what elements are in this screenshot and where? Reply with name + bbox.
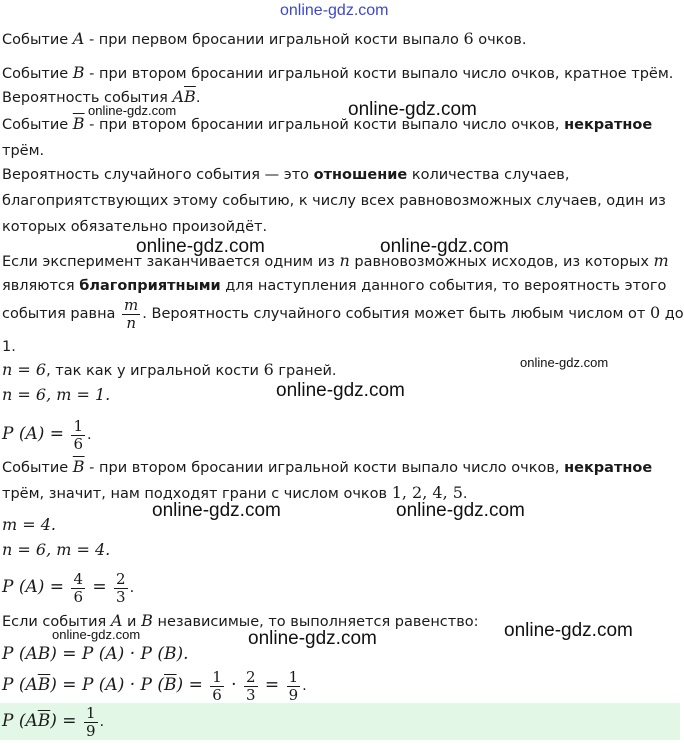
- fraction-1-6: $\frac{1}{6}$: [212, 667, 222, 704]
- watermark-small: online-gdz.com: [88, 103, 177, 118]
- watermark: online-gdz.com: [276, 380, 405, 401]
- watermark-top: online-gdz.com: [280, 2, 389, 19]
- fraction-1-9: $\frac{1}{9}$: [85, 703, 96, 740]
- formula-p-a-1: P (A) = $\frac{1}{6}$ .: [2, 416, 92, 453]
- text-line-7: благоприятствующих этому событию, к числу всех равновозможных случаев, один из: [2, 193, 666, 209]
- watermark: online-gdz.com: [380, 236, 509, 257]
- text-line-17: трём, значит, нам подходят грани с числом очков 1, 2, 4, 5.: [2, 483, 468, 502]
- text-line-11: события равна $\frac{m}{n}$ . Вероятность случайного события может быть любым числом от 0 до: [2, 295, 684, 332]
- text-line-19: n = 6, m = 4.: [2, 540, 111, 559]
- fraction-4-6: $\frac{4}{6}$: [73, 569, 83, 606]
- fraction-2-3: $\frac{2}{3}$: [245, 667, 256, 704]
- fraction-m-over-n: $\frac{m}{n}$: [124, 295, 139, 332]
- text-line-8: которых обязательно произойдёт.: [2, 219, 268, 235]
- text-line-2: Событие B - при втором бросании игральной кости выпало число очков, кратное трём.: [2, 63, 674, 82]
- watermark-small: online-gdz.com: [52, 627, 141, 642]
- watermark: online-gdz.com: [504, 620, 633, 641]
- fraction-2-3: $\frac{2}{3}$: [116, 569, 126, 606]
- watermark: online-gdz.com: [248, 628, 377, 649]
- answer-formula: P $(A\overline{B})$ = $\frac{1}{9}$ .: [2, 703, 105, 740]
- text-line-4: Событие $\overline{B}$ - при втором бросании игральной кости выпало число очков, некратное: [2, 114, 653, 133]
- text-line-5: трём.: [2, 143, 45, 159]
- text-line-12: 1.: [2, 339, 16, 355]
- text-line-18: m = 4.: [2, 515, 57, 534]
- watermark: online-gdz.com: [152, 500, 281, 521]
- watermark: online-gdz.com: [396, 500, 525, 521]
- text-line-1: Событие A - при первом бросании игральной кости выпало 6 очков.: [2, 29, 527, 48]
- formula-p-ab: P (AB) = P (A) · P (B).: [2, 644, 189, 664]
- fraction-1-6: $\frac{1}{6}$: [73, 416, 83, 453]
- fraction-1-9: $\frac{1}{9}$: [288, 667, 299, 704]
- formula-p-a-bbar: P $(A\overline{B}) = P$ (A) · P $(\overline{B})$ = $\frac{1}{6}$ · $\frac{2}{3}$ = $\frac{1}{9}$ .: [2, 667, 307, 704]
- text-line-9: Если эксперимент заканчивается одним из n равновозможных исходов, из которых m: [2, 251, 669, 270]
- watermark: online-gdz.com: [348, 99, 477, 120]
- text-line-10: являются благоприятными для наступления данного события, то вероятность этого: [2, 278, 667, 294]
- watermark-small: online-gdz.com: [520, 355, 609, 370]
- formula-p-a-2: P (A) = $\frac{4}{6}$ = $\frac{2}{3}$ .: [2, 569, 135, 606]
- text-line-13: n = 6, так как у игральной кости 6 граней.: [2, 360, 337, 379]
- text-line-14: n = 6, m = 1.: [2, 385, 111, 404]
- text-line-6: Вероятность случайного события — это отношение количества случаев,: [2, 167, 570, 183]
- text-line-21: Если события A и B независимые, то выполняется равенство:: [2, 611, 479, 630]
- text-line-3: Вероятность события $A\overline{B}$.: [2, 87, 201, 106]
- watermark: online-gdz.com: [136, 236, 265, 257]
- text-line-16: Событие $\overline{B}$ - при втором бросании игральной кости выпало число очков, некратное: [2, 457, 653, 476]
